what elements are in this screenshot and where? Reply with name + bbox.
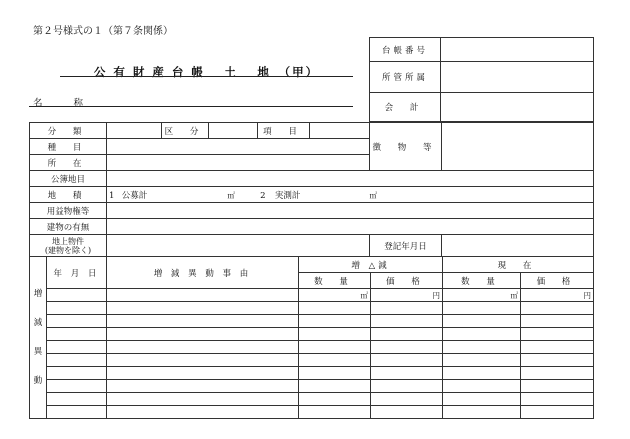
area-public-number: 1 — [109, 190, 115, 201]
classification-label: 分 類 — [30, 123, 107, 139]
history-cell[interactable] — [299, 328, 371, 341]
history-cell[interactable] — [521, 406, 594, 419]
history-cell[interactable] — [107, 315, 299, 328]
date-header: 年 月 日 — [47, 257, 107, 289]
history-row — [30, 341, 594, 354]
history-cell[interactable] — [443, 406, 521, 419]
history-cell[interactable] — [443, 341, 521, 354]
ledger-number-field[interactable] — [441, 38, 594, 62]
history-cell[interactable] — [371, 393, 443, 406]
history-cell[interactable] — [371, 406, 443, 419]
area-surveyed-number: 2 — [260, 190, 266, 201]
history-cell[interactable] — [107, 406, 299, 419]
history-cell[interactable] — [521, 367, 594, 380]
change-quantity-header: 数 量 — [299, 273, 371, 289]
history-row — [30, 380, 594, 393]
registration-date-label: 登記年月日 — [370, 235, 442, 257]
history-cell[interactable] — [299, 367, 371, 380]
registration-date-field[interactable] — [442, 235, 594, 257]
history-row — [30, 354, 594, 367]
usage-rights-label: 用益物権等 — [30, 203, 107, 219]
history-cell[interactable] — [443, 328, 521, 341]
history-cell[interactable] — [47, 380, 107, 393]
history-cell[interactable] — [47, 393, 107, 406]
history-cell[interactable] — [107, 328, 299, 341]
history-cell[interactable] — [47, 341, 107, 354]
history-cell[interactable] — [299, 302, 371, 315]
history-cell[interactable] — [371, 302, 443, 315]
change-side-label — [30, 257, 47, 419]
history-cell[interactable] — [371, 354, 443, 367]
change-quantity-unit: ㎡ — [299, 289, 371, 302]
history-cell[interactable] — [371, 341, 443, 354]
history-row — [30, 328, 594, 341]
item-label: 項 目 — [258, 123, 310, 139]
current-quantity-header: 数 量 — [443, 273, 521, 289]
history-cell[interactable] — [107, 302, 299, 315]
current-header: 現 在 — [443, 257, 594, 273]
category-label: 種 目 — [30, 139, 107, 155]
side-char-2: 減 — [33, 317, 43, 328]
history-cell[interactable] — [521, 315, 594, 328]
building-presence-field[interactable] — [107, 219, 594, 235]
history-cell[interactable] — [299, 406, 371, 419]
history-cell[interactable] — [443, 380, 521, 393]
history-cell[interactable] — [443, 367, 521, 380]
current-price-header: 価 格 — [521, 273, 594, 289]
history-cell[interactable] — [299, 393, 371, 406]
location-label: 所 在 — [30, 155, 107, 171]
identification-table — [369, 37, 594, 122]
history-cell[interactable] — [47, 367, 107, 380]
current-price-unit: 円 — [521, 289, 594, 302]
form-number-label: 第２号様式の１（第７条関係） — [33, 26, 173, 37]
acquisition-field[interactable] — [442, 123, 594, 171]
history-row — [30, 367, 594, 380]
building-presence-label: 建物の有無 — [30, 219, 107, 235]
history-row — [30, 302, 594, 315]
jurisdiction-field[interactable] — [441, 62, 594, 93]
history-cell[interactable] — [371, 380, 443, 393]
name-underline — [29, 106, 353, 107]
history-cell[interactable] — [521, 341, 594, 354]
change-history-table — [29, 256, 594, 419]
area-public-unit: ㎡ — [227, 190, 235, 200]
area-public-label: 公募計 — [121, 190, 148, 201]
history-cell[interactable] — [47, 406, 107, 419]
history-row — [30, 406, 594, 419]
section-field[interactable] — [209, 123, 258, 139]
history-cell[interactable] — [521, 302, 594, 315]
land-info-table — [29, 122, 594, 257]
section-label: 区 分 — [162, 123, 209, 139]
location-field[interactable] — [107, 155, 370, 171]
history-cell[interactable] — [371, 315, 443, 328]
history-cell[interactable] — [443, 354, 521, 367]
history-cell[interactable] — [443, 302, 521, 315]
classification-field[interactable] — [107, 123, 162, 139]
ledger-number-label: 台帳番号 — [370, 38, 441, 62]
public-land-name-label: 公簿地目 — [30, 171, 107, 187]
history-cell[interactable] — [299, 341, 371, 354]
ground-objects-label — [30, 235, 107, 257]
history-row — [30, 315, 594, 328]
side-char-3: 異 — [33, 346, 43, 357]
category-field[interactable] — [107, 139, 370, 155]
ground-objects-title: 地上物件 — [52, 236, 84, 246]
reason-header: 増 減 異 動 事 由 — [107, 257, 299, 289]
history-cell[interactable] — [371, 328, 443, 341]
history-cell[interactable] — [299, 380, 371, 393]
history-cell[interactable] — [107, 380, 299, 393]
history-cell[interactable] — [299, 315, 371, 328]
change-price-header: 価 格 — [371, 273, 443, 289]
history-cell[interactable] — [371, 367, 443, 380]
ledger-title: 公 有 財 産 台 帳 土 地 （甲） — [93, 65, 320, 79]
accounting-field[interactable] — [441, 93, 594, 122]
change-price-unit: 円 — [371, 289, 443, 302]
history-cell[interactable] — [47, 302, 107, 315]
area-surveyed-unit: ㎡ — [369, 190, 378, 200]
ground-objects-field[interactable] — [107, 235, 370, 257]
history-cell[interactable] — [521, 393, 594, 406]
history-cell[interactable] — [107, 393, 299, 406]
side-char-4: 動 — [33, 375, 43, 386]
history-cell[interactable] — [107, 341, 299, 354]
public-land-name-field[interactable] — [107, 171, 594, 187]
history-cell[interactable] — [443, 315, 521, 328]
history-reason-cell[interactable] — [107, 289, 299, 302]
accounting-label: 会 計 — [370, 93, 441, 122]
acquisition-label: 徴 物 等 — [370, 123, 442, 171]
history-cell[interactable] — [521, 354, 594, 367]
history-cell[interactable] — [107, 354, 299, 367]
side-char-1: 増 — [33, 288, 43, 299]
history-cell[interactable] — [47, 354, 107, 367]
usage-rights-field[interactable] — [107, 203, 594, 219]
jurisdiction-label: 所管所属 — [370, 62, 441, 93]
history-cell[interactable] — [47, 328, 107, 341]
history-cell[interactable] — [521, 328, 594, 341]
title-underline — [60, 76, 353, 77]
history-cell[interactable] — [47, 315, 107, 328]
item-field[interactable] — [310, 123, 370, 139]
change-header: 増 △減 — [299, 257, 443, 273]
area-surveyed-label: 実測計 — [274, 190, 301, 201]
ground-objects-note: (建物を除く) — [44, 245, 92, 255]
history-cell[interactable] — [299, 354, 371, 367]
area-label: 地 積 — [30, 187, 107, 203]
area-field[interactable] — [107, 187, 594, 203]
history-cell[interactable] — [521, 380, 594, 393]
history-row — [30, 393, 594, 406]
history-cell[interactable] — [443, 393, 521, 406]
history-date-cell[interactable] — [47, 289, 107, 302]
current-quantity-unit: ㎡ — [443, 289, 521, 302]
name-label: 名 称 — [33, 98, 98, 109]
history-cell[interactable] — [107, 367, 299, 380]
